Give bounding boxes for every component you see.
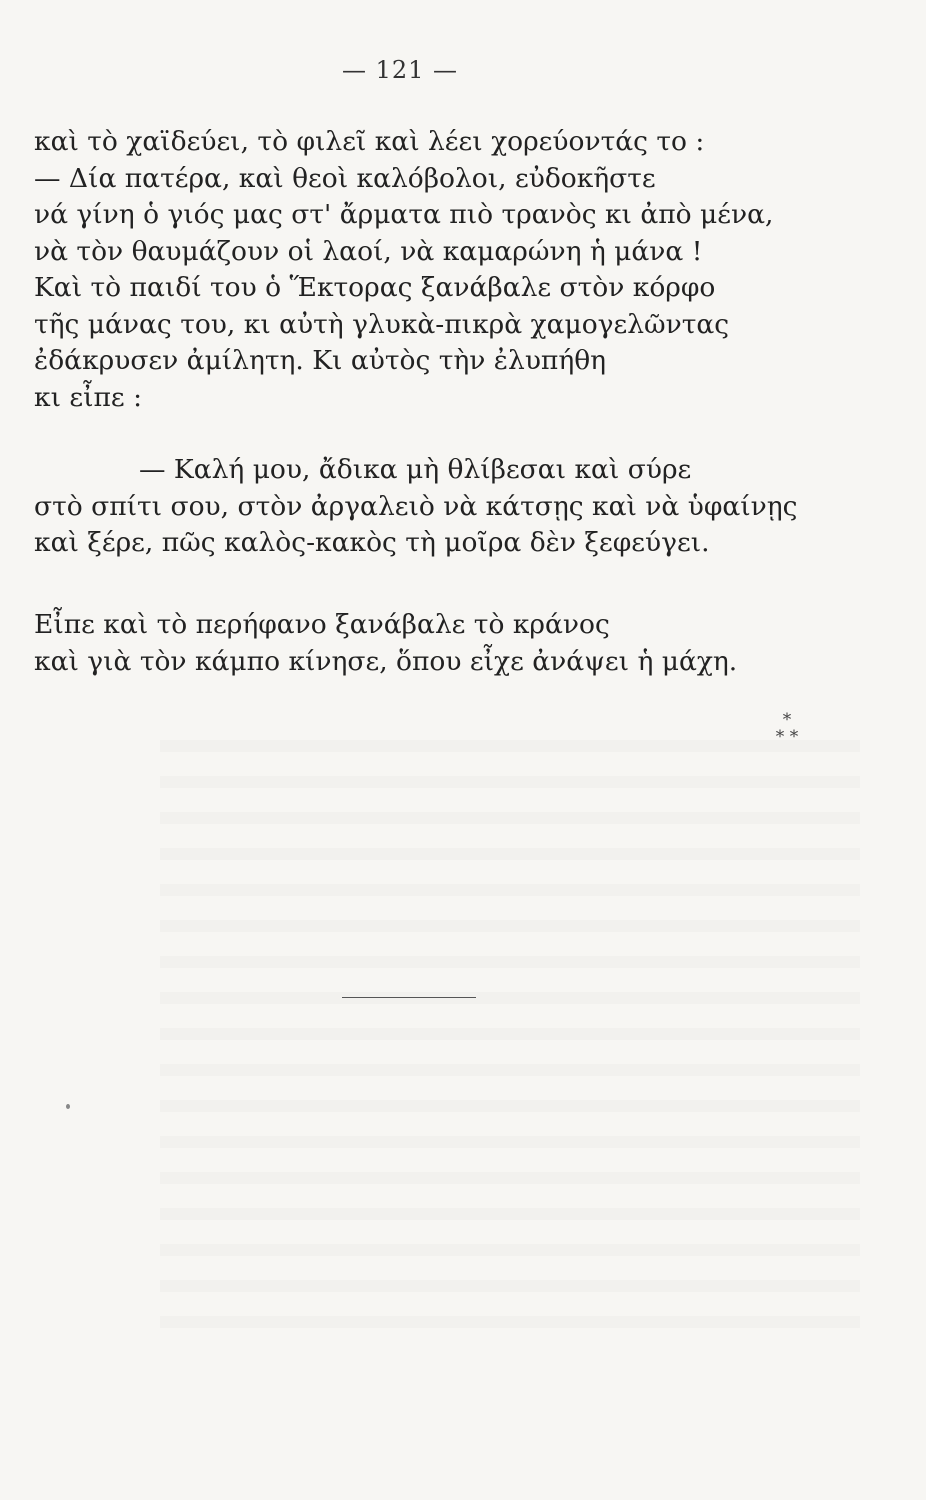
- paragraph-2: [34, 452, 814, 562]
- asterism-top: *: [782, 710, 792, 730]
- text-line: στὸ σπίτι σου, στὸν ἀργαλειὸ νὰ κάτσῃς καὶ νὰ ὑφαίνῃς: [34, 490, 798, 522]
- text-line: Εἶπε καὶ τὸ περήφανο ξανάβαλε τὸ κράνος: [34, 609, 610, 640]
- text-line: νά γίνη ὁ γιός μας στ' ἄρματα πιὸ τρανὸς κι ἀπὸ μένα,: [34, 199, 774, 230]
- text-line: νὰ τὸν θαυμάζουν οἱ λαοί, νὰ καμαρώνη ἡ μάνα !: [34, 235, 703, 267]
- paragraph-1: [34, 124, 814, 416]
- text-line: κι εἶπε :: [34, 381, 142, 413]
- text-line: ἐδάκρυσεν ἀμίλητη. Κι αὐτὸς τὴν ἐλυπήθη: [34, 345, 607, 376]
- text-line: — Δία πατέρα, καὶ θεοὶ καλόβολοι, εὐδοκῆστε: [34, 162, 656, 194]
- asterism-bottom: * *: [775, 727, 799, 747]
- page-number: — 121 —: [341, 56, 459, 84]
- section-rule: [342, 997, 476, 998]
- asterism-divider: [764, 712, 810, 746]
- text-line: Καὶ τὸ παιδί του ὁ Ἕκτορας ξανάβαλε στὸν κόρφο: [34, 272, 716, 303]
- page-show-through: [160, 740, 860, 1340]
- ink-speck: [66, 1104, 70, 1109]
- text-line: καὶ γιὰ τὸν κάμπο κίνησε, ὅπου εἶχε ἀνάψει ἡ μάχη.: [34, 645, 738, 677]
- text-line: — Καλή μου, ἄδικα μὴ θλίβεσαι καὶ σύρε: [139, 454, 692, 485]
- text-line: καὶ τὸ χαϊδεύει, τὸ φιλεῖ καὶ λέει χορεύοντάς το :: [34, 126, 705, 157]
- text-line: καὶ ξέρε, πῶς καλὸς-κακὸς τὴ μοῖρα δὲν ξεφεύγει.: [34, 527, 710, 558]
- text-line: τῆς μάνας του, κι αὐτὴ γλυκὰ-πικρὰ χαμογελῶντας: [34, 308, 730, 340]
- paragraph-3: [34, 607, 814, 680]
